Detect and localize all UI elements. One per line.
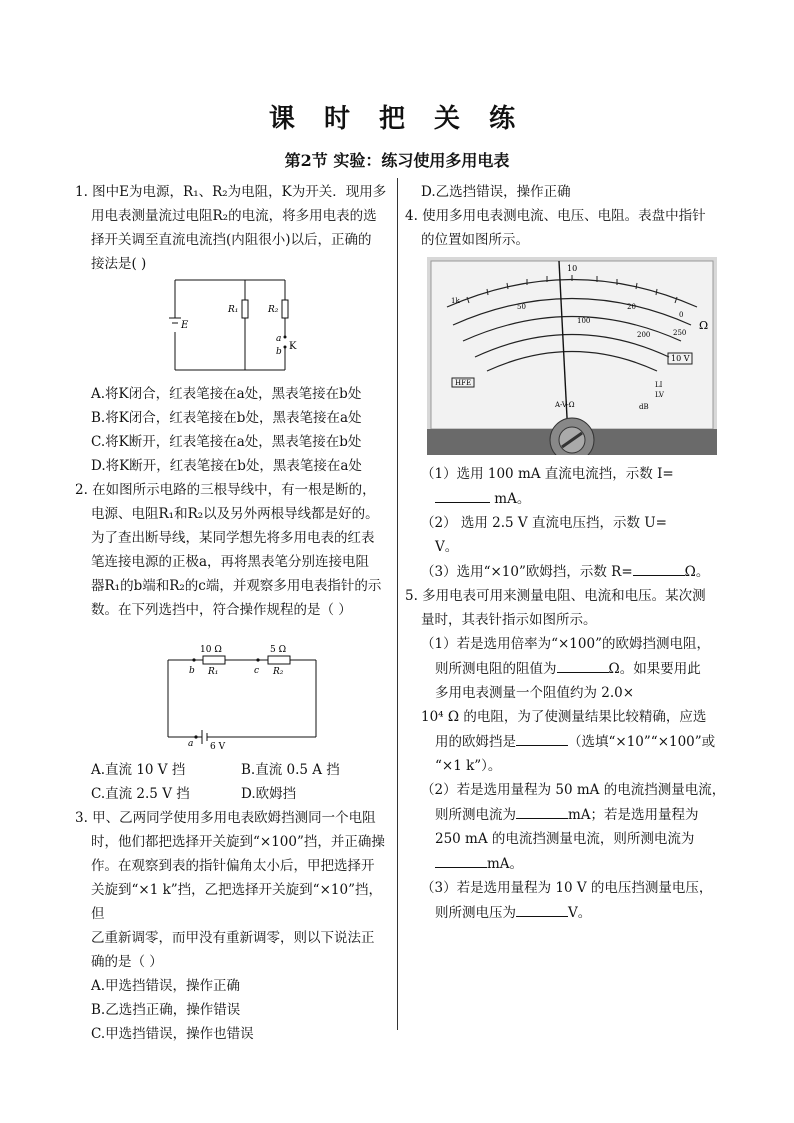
q5-p3-line (405, 900, 735, 925)
q4-q5-block (405, 462, 735, 925)
q3-option-b: B.乙选挡正确，操作错误 (91, 1002, 241, 1018)
r2-value-label: 5 Ω (270, 645, 287, 655)
li-label: LI (655, 381, 663, 389)
q1-options (75, 382, 393, 622)
lv-label: LV (655, 391, 664, 399)
column-divider (397, 178, 398, 1030)
q3-option-a: A.甲选挡错误，操作正确 (91, 978, 241, 994)
answer-blank[interactable] (557, 656, 609, 673)
answer-blank[interactable] (435, 486, 490, 503)
q2-line: 数。在下列选挡中，符合操作规程的是（ ） (91, 602, 352, 618)
q4-line: 4. 使用多用电表测电流、电压、电阻。表盘中指针 (405, 208, 706, 224)
q4-sub1-unit: mA。 (494, 491, 531, 507)
q4-sub3-text: （3）选用“×10”欧姆挡，示数 R= (421, 564, 633, 580)
label-c: c (254, 666, 260, 676)
q5-p1-text: Ω。如果要用此 (608, 661, 701, 677)
right-column-top (405, 180, 735, 252)
scale-10: 10 (567, 264, 578, 273)
q2-option-b: B.直流 0.5 A 挡 (241, 762, 340, 778)
q2-line: 2. 在如图所示电路的三根导线中，有一根是断的， (75, 482, 376, 498)
q3-line: 乙重新调零，而甲没有重新调零，则以下说法正 (91, 930, 375, 946)
q2-line: 为了查出断导线，某同学想先将多用电表的红表 (91, 530, 375, 546)
q4-sub3-unit: Ω。 (684, 564, 710, 580)
q3-line: 作。在观察到表的指针偏角太小后，甲把选择开 (91, 858, 375, 874)
q3-option-d: D.乙选挡错误，操作正确 (421, 184, 571, 200)
left-column (75, 180, 393, 276)
q5-p1-text: 用的欧姆挡是 (435, 734, 516, 750)
q2-option-a: A.直流 10 V 挡 (91, 762, 186, 778)
answer-blank[interactable] (435, 851, 487, 868)
q5-p1-text: （选填“×10”“×100”或 (568, 734, 716, 750)
q2-options-row1 (75, 758, 393, 782)
q5-p2-line (405, 802, 735, 827)
q2-line: 笔连接电源的正极a，再将黑表笔分别连接电阻 (91, 554, 370, 570)
q5-p1-line: （1）若是选用倍率为“×100”的欧姆挡测电阻， (421, 636, 710, 652)
q4-sub3 (405, 559, 735, 584)
q2-option-d: D.欧姆挡 (241, 786, 297, 802)
q2-line: 器R₁的b端和R₂的c端，并观察多用电表指针的示 (91, 578, 382, 594)
q5-p3-text: V。 (568, 905, 592, 921)
q1-option-a: A.将K闭合，红表笔接在a处，黑表笔接在b处 (91, 386, 362, 402)
q1-option-d: D.将K断开，红表笔接在b处，黑表笔接在a处 (91, 458, 362, 474)
q5-p3-line: （3）若是选用量程为 10 V 的电压挡测量电压， (421, 880, 713, 896)
q5-p1-line: 多用电表测量一个阻值约为 2.0× (435, 685, 635, 701)
q5-p1-line: 10⁴ Ω 的电阻，为了使测量结果比较精确，应选 (421, 709, 707, 725)
scale-200: 200 (637, 331, 651, 339)
multimeter-dial-image (427, 257, 717, 455)
scale-50: 50 (517, 303, 526, 311)
q5-line: 量时，其表针指示如图所示。 (421, 612, 597, 628)
q2-options-row2 (75, 782, 393, 806)
q4-sub2 (405, 511, 735, 535)
scale-1k: 1k (451, 297, 460, 305)
q1-option-c: C.将K断开，红表笔接在a处，黑表笔接在b处 (91, 434, 362, 450)
answer-blank[interactable] (516, 729, 568, 746)
q3-line: 3. 甲、乙两同学使用多用电表欧姆挡测同一个电阻 (75, 810, 376, 826)
q1-line: 1. 图中E为电源，R₁、R₂为电阻，K为开关．现用多 (75, 184, 387, 200)
q3-line: 时，他们都把选择开关旋到“×100”挡，并正确操 (91, 834, 385, 850)
q5-p1-line: “×1 k”）。 (435, 758, 502, 774)
q3-option-c: C.甲选挡错误，操作也错误 (91, 1026, 254, 1042)
scale-100: 100 (577, 317, 591, 325)
q4-sub1-text: （1）选用 100 mA 直流电流挡，示数 I= (421, 466, 674, 482)
q4-sub2-text: （2） 选用 2.5 V 直流电压挡，示数 U= (421, 515, 667, 531)
q4-sub2-unit: V。 (435, 539, 459, 555)
hfe-label: HFE (455, 379, 472, 387)
answer-blank[interactable] (516, 802, 568, 819)
q5-p1-line (405, 656, 735, 681)
q1-line: 择开关调至直流电流挡(内阻很小)以后，正确的 (91, 232, 372, 248)
q4-sub1-answer (405, 486, 735, 511)
q2-circuit-diagram (158, 642, 328, 752)
r1-value-label: 10 Ω (200, 645, 222, 655)
q3-line: 关旋到“×1 k”挡，乙把选择开关旋到“×10”挡，但 (91, 882, 382, 922)
page-title: 课 时 把 关 练 (268, 104, 526, 134)
label-a: a (188, 739, 194, 749)
label-E: E (181, 320, 189, 331)
q5-p2-text: mA。 (487, 856, 524, 872)
q5-p2-text: 则所测电流为 (435, 807, 516, 823)
q1-option-b: B.将K闭合，红表笔接在b处，黑表笔接在a处 (91, 410, 362, 426)
q2-line: 电源、电阻R₁和R₂以及另外两根导线都是好的。 (91, 506, 379, 522)
label-K: K (289, 341, 297, 352)
q5-p1-line (405, 729, 735, 754)
q1-line: 用电表测量流过电阻R₂的电流，将多用电表的选 (91, 208, 377, 224)
answer-blank[interactable] (516, 900, 568, 917)
q5-p2-line: （2）若是选用量程为 50 mA 的电流挡测量电流， (421, 782, 726, 798)
av-label: A-V-Ω (555, 401, 575, 409)
label-R2: R₂ (268, 305, 279, 315)
q1-circuit-diagram (160, 275, 300, 375)
q2-option-c: C.直流 2.5 V 挡 (91, 786, 190, 802)
q3-line: 确的是（ ） (91, 954, 163, 970)
q4-line: 的位置如图所示。 (421, 232, 529, 248)
section-subtitle: 第2节 实验：练习使用多用电表 (284, 151, 510, 170)
q5-line: 5. 多用电表可用来测量电阻、电流和电压。某次测 (405, 588, 706, 604)
scale-20: 20 (627, 303, 636, 311)
db-label: dB (639, 403, 649, 411)
label-R1: R₁ (228, 305, 239, 315)
q4-sub2-answer (405, 535, 735, 559)
label-R1: R₁ (208, 667, 219, 677)
answer-blank[interactable] (633, 559, 685, 576)
q5-p2-line (405, 851, 735, 876)
scale-0: 0 (679, 311, 684, 319)
q4-sub1 (405, 462, 735, 486)
q5-p2-line: 250 mA 的电流挡测量电流，则所测电流为 (435, 831, 695, 847)
ohm-symbol: Ω (699, 319, 709, 332)
q5-p2-text: mA；若是选用量程为 (568, 807, 699, 823)
q5-p1-text: 则所测电阻的阻值为 (435, 661, 557, 677)
label-a: a (276, 334, 282, 344)
tenv-label: 10 V (671, 354, 690, 363)
q1-line: 接法是( ) (91, 256, 147, 272)
label-R2: R₂ (273, 667, 284, 677)
label-b: b (189, 666, 195, 676)
battery-voltage: 6 V (210, 742, 226, 752)
q2-q3-block (75, 758, 393, 1046)
q5-p3-text: 则所测电压为 (435, 905, 516, 921)
label-b: b (276, 347, 282, 357)
scale-250: 250 (673, 329, 687, 337)
